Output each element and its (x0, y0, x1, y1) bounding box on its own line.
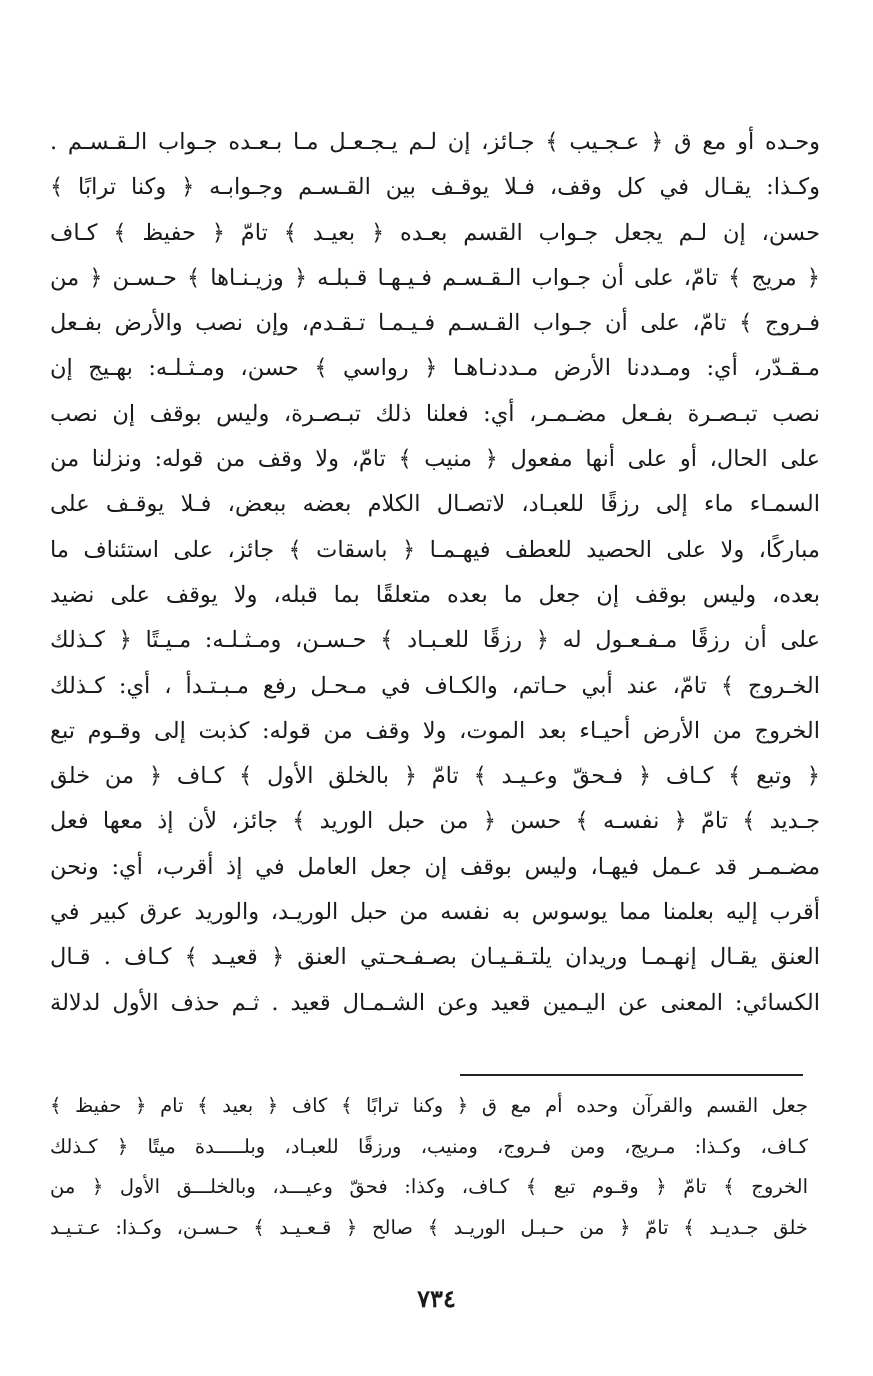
text-line: مضـمـر قد عـمل فيهـا، وليس بوقف إن جعل العامل في إذ أقرب، أي: ونحن (50, 853, 820, 880)
text-line: على أن رزقًا مـفـعـول له ﴿ رزقًا للعـبـاد ﴾ حـسـن، ومـثـلـه: مـيـتًا ﴿ كـذلك (50, 627, 820, 654)
main-text-body (50, 120, 820, 1026)
footnote-line: خلق جـديـد ﴾ تامّ ﴿ من حـبـل الوريـد ﴾ صالح ﴿ قـعـيـد ﴾ حـسـن، وكـذا: عـتـيـد (50, 1215, 808, 1239)
text-line: ﴿ وتبع ﴾ كـاف ﴿ فـحقّ وعـيـد ﴾ تامّ ﴿ بالخلق الأول ﴾ كـاف ﴿ من خلق (50, 763, 820, 790)
text-line: جـديد ﴾ تامّ ﴿ نفسـه ﴾ حسن ﴿ من حبل الوريد ﴾ جائز، لأن إذ معها فعل (50, 808, 820, 835)
text-line: مباركًا، ولا على الحصيد للعطف فيهـمـا ﴿ باسقات ﴾ جائز، على استئناف ما (50, 536, 820, 563)
text-line: ﴿ مريج ﴾ تامّ، على أن جـواب الـقـسـم فـيـهـا قـبلـه ﴿ وزيـنـاها ﴾ حـسـن ﴿ من (50, 264, 820, 291)
footnote-line: كـاف، وكـذا: مـريج، ومن فـروج، ومنيب، ورزقًا للعبـاد، وبلـــــدة ميتًا ﴿ كـذلك (50, 1134, 808, 1158)
text-line: الخروج من الأرض أحيـاء بعد الموت، ولا وقف من قوله: كذبت إلى وقـوم تبع (50, 717, 820, 744)
text-line: الخـروج ﴾ تامّ، عند أبي حـاتم، والكـاف في مـحـل رفع مـبـتـدأ ، أي: كـذلك (50, 672, 820, 699)
text-line: أقرب إليه بعلمنا مما يوسوس به نفسه من حبل الوريـد، والوريد عرق كبير في (50, 899, 820, 926)
text-line: نصب تبـصـرة بفـعل مضـمـر، أي: فعلنا ذلك تبـصـرة، وليس بوقف إن نصب (50, 400, 820, 427)
text-line: حسن، إن لـم يجعل جـواب القسم بعـده ﴿ بعيـد ﴾ تامّ ﴿ حفيظ ﴾ كـاف (50, 219, 820, 246)
text-line: بعده، وليس بوقف إن جعل ما بعده متعلقًا بما قبله، ولا يوقف على نضيد (50, 581, 820, 608)
page-number: ٧٣٤ (417, 1284, 456, 1313)
footnote-divider (460, 1074, 803, 1076)
text-line: مـقـدّر، أي: ومـددنا الأرض مـددنـاهـا ﴿ رواسي ﴾ حسن، ومـثـلـه: بهـيج إن (50, 355, 820, 382)
text-line: السمـاء ماء إلى رزقًا للعبـاد، لاتصـال الكلام بعضه ببعض، فـلا يوقـف على (50, 491, 820, 518)
text-line: الكسائي: المعنى عن اليـمين قعيد وعن الشـمـال قعيد . ثـم حذف الأول لدلالة (50, 989, 820, 1016)
text-line: وحـده أو مع ق ﴿ عـجـيب ﴾ جـائز، إن لـم يـجـعـل مـا بـعـده جـواب الـقـسـم . (50, 129, 820, 155)
footnotes-section (50, 1086, 808, 1248)
text-line: العنق يقـال إنهـمـا وريدان يلتـقـيـان بصـفـحـتي العنق ﴿ قعيـد ﴾ كـاف . قـال (50, 944, 820, 971)
text-line: وكـذا: يقـال في كل وقف، فـلا يوقـف بين القـسـم وجـوابـه ﴿ وكنا ترابًا ﴾ (50, 174, 820, 201)
text-line: على الحال، أو على أنها مفعول ﴿ منيب ﴾ تامّ، ولا وقف من قوله: ونزلنا من (50, 446, 820, 473)
footnote-line: جعل القسم والقرآن وحده أم مع ق ﴿ وكنا ترابًا ﴾ كاف ﴿ بعيد ﴾ تام ﴿ حفيظ ﴾ (50, 1094, 808, 1117)
footnote-line: الخروج ﴾ تامّ ﴿ وقـوم تبع ﴾ كـاف، وكذا: فحقّ وعيـــد، وبالخلـــق الأول ﴿ من (50, 1175, 808, 1198)
text-line: فـروج ﴾ تامّ، على أن جـواب القـسـم فـيـمـا تـقـدم، وإن نصب والأرض بفـعل (50, 310, 820, 337)
